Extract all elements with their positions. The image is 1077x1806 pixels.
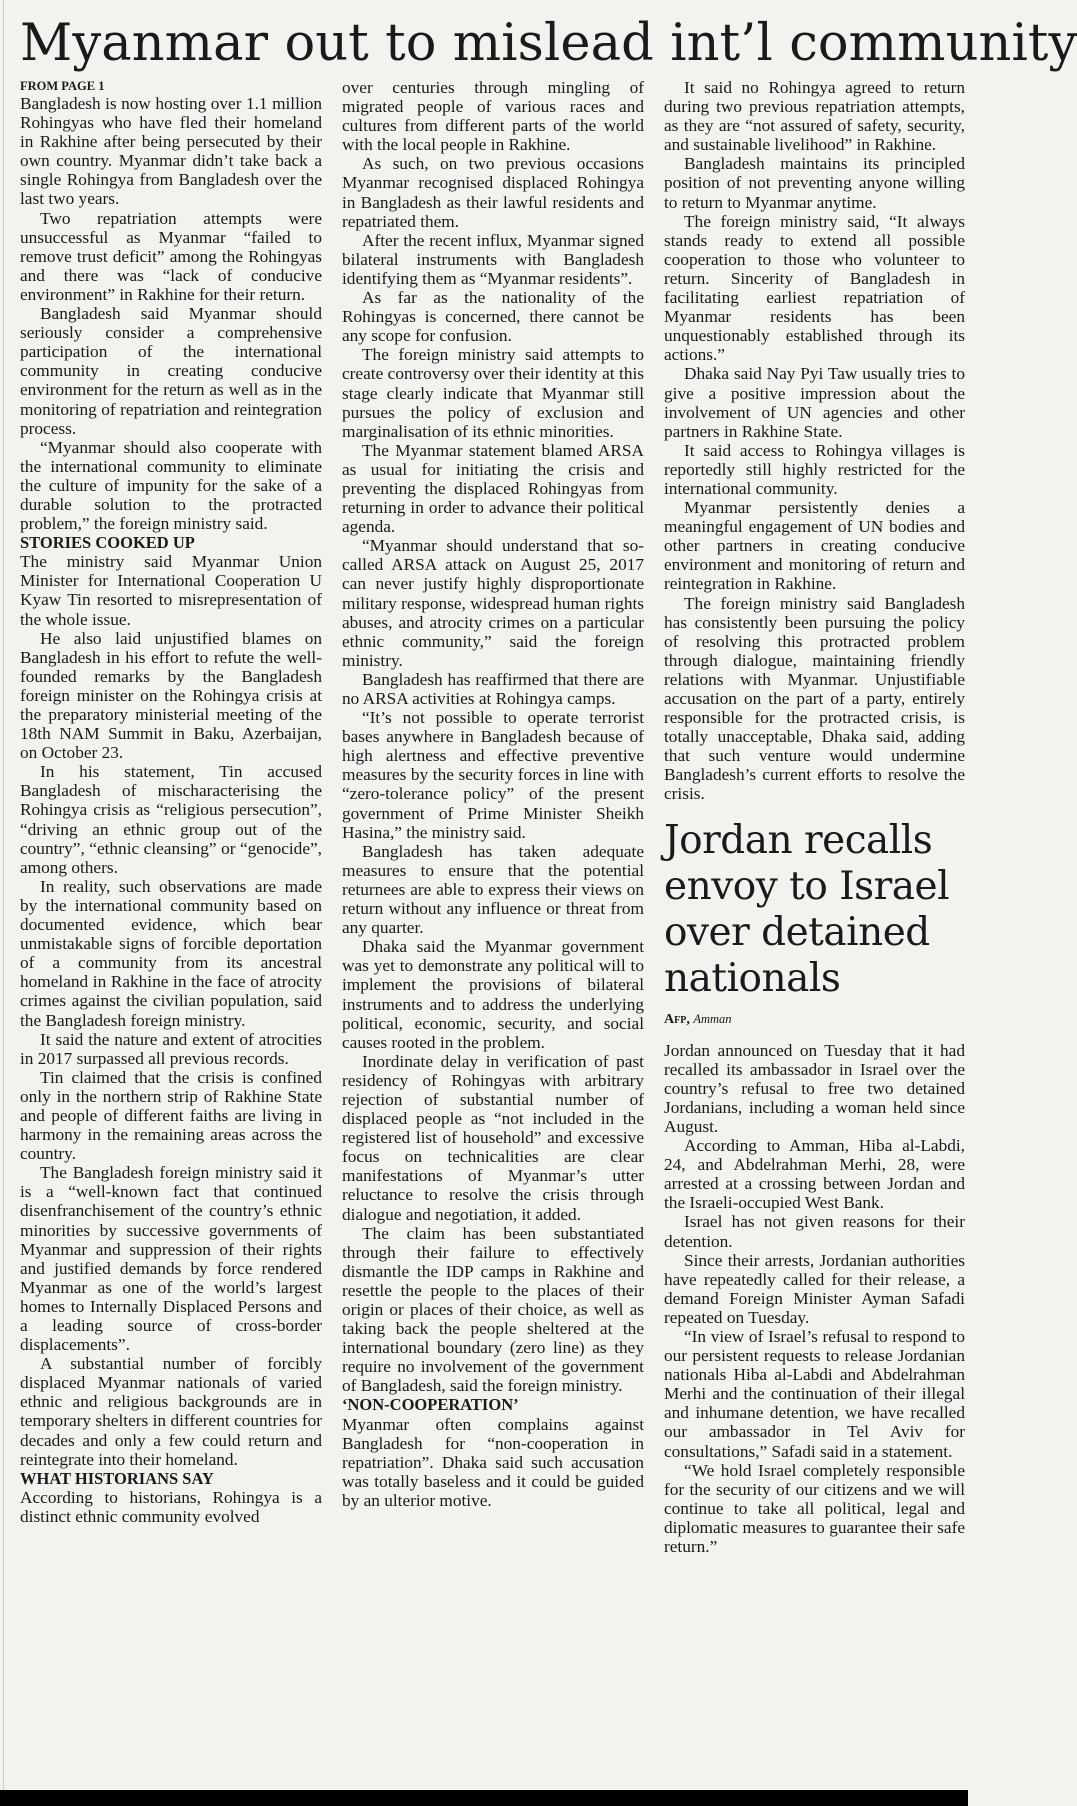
- paragraph: According to historians, Rohingya is a distinct ethnic community evolved: [20, 1487, 322, 1526]
- paragraph: “Myanmar should also cooperate with the international community to eliminate the culture of impunity for the sake of a durable solution to the protracted problem,” the foreign ministry said.: [20, 437, 322, 534]
- subhead-stories-cooked-up: STORIES COOKED UP: [20, 533, 195, 553]
- paragraph: The Bangladesh foreign ministry said it is a “well-known fact that continued disenfranchisement of the country’s ethnic minorities by successive governments of Myanmar and suppression of their rights and justified demands by force rendered Myanmar as one of the world’s largest homes to Internally Displaced Persons and a leading source of cross-border displacements”.: [20, 1163, 322, 1355]
- paragraph: As far as the nationality of the Rohingyas is concerned, there cannot be any scope for confusion.: [342, 288, 644, 346]
- paragraph: It said the nature and extent of atrocities in 2017 surpassed all previous records.: [20, 1029, 322, 1068]
- bottom-edge-bar: [0, 1790, 968, 1806]
- page-margin-rule: [3, 0, 4, 1790]
- main-headline: Myanmar out to mislead int’l community: [20, 14, 1077, 73]
- paragraph: “We hold Israel completely responsible for the security of our citizens and we will continue to take all political, legal and diplomatic measures to guarantee their safe return.”: [664, 1460, 965, 1556]
- secondary-headline: Jordan recalls envoy to Israel over detained nationals: [664, 817, 950, 1001]
- paragraph: Bangladesh has taken adequate measures to ensure that the potential returnees are able to express their views on return without any influence or threat from any quarter.: [342, 841, 644, 938]
- paragraph: As such, on two previous occasions Myanmar recognised displaced Rohingya in Bangladesh as their lawful residents and repatriated them.: [342, 154, 644, 231]
- paragraph: Dhaka said Nay Pyi Taw usually tries to give a positive impression about the involvement of UN agencies and other partners in Rakhine State.: [664, 364, 965, 441]
- paragraph: He also laid unjustified blames on Bangladesh in his effort to refute the well-founded remarks by the Bangladesh foreign minister on the Rohingya crisis at the preparatory ministerial meeting of the 18th NAM Summit in Baku, Azerbaijan, on October 23.: [20, 628, 322, 763]
- paragraph: The claim has been substantiated through their failure to effectively dismantle the IDP camps in Rakhine and resettle the people to the places of their origin or places of their choice, as well as taking back the people sheltered at the international boundary (zero line) as they require no involvement of the government of Bangladesh, said the foreign ministry.: [342, 1223, 644, 1396]
- paragraph: Israel has not given reasons for their detention.: [664, 1212, 965, 1251]
- byline: [664, 1010, 965, 1029]
- paragraph: The foreign ministry said attempts to create controversy over their identity at this stage clearly indicate that Myanmar still pursues the policy of exclusion and marginalisation of its ethnic minorities.: [342, 345, 644, 441]
- paragraph: A substantial number of forcibly displaced Myanmar nationals of varied ethnic and religious backgrounds are in temporary shelters in different countries for decades and only a few could return and reintegrate into their homeland.: [20, 1354, 322, 1469]
- paragraph: Inordinate delay in verification of past residency of Rohingyas with arbitrary rejection of substantial number of displaced people as “not included in the registered list of household” and excessive focus on technicalities are clear manifestations of Myanmar’s utter reluctance to resolve the crisis through dialogue and negotiation, it added.: [342, 1051, 644, 1224]
- paragraph: “Myanmar should understand that so-called ARSA attack on August 25, 2017 can never justify highly disproportionate military response, widespread human rights abuses, and atrocity crimes on a particular ethnic community,” said the foreign ministry.: [342, 536, 644, 670]
- paragraph: “In view of Israel’s refusal to respond to our persistent requests to release Jordanian nationals Hiba al-Labdi and Abdelrahman Merhi and the continuation of their illegal and inhumane detention, we have recalled our ambassador in Tel Aviv for consultations,” Safadi said in a statement.: [664, 1326, 965, 1461]
- paragraph: Bangladesh is now hosting over 1.1 million Rohingyas who have fled their homeland in Rakhine after being persecuted by their own country. Myanmar didn’t take back a single Rohingya from Bangladesh over the last two years.: [20, 94, 322, 209]
- paragraph: Myanmar persistently denies a meaningful engagement of UN bodies and other partners in creating conducive environment and monitoring of return and reintegration in Rakhine.: [664, 498, 965, 594]
- subhead-non-cooperation: ‘NON-COOPERATION’: [342, 1395, 519, 1415]
- paragraph: Myanmar often complains against Bangladesh for “non-cooperation in repatriation”. Dhaka said such accusation was totally baseless and it could be guided by an ulterior motive.: [342, 1414, 644, 1510]
- paragraph: It said access to Rohingya villages is reportedly still highly restricted for the international community.: [664, 440, 965, 498]
- paragraph: The foreign ministry said Bangladesh has consistently been pursuing the policy of resolving this protracted problem through dialogue, maintaining friendly relations with Myanmar. Unjustifiable accusation on the part of a party, entirely responsible for the protracted crisis, is totally unacceptable, Dhaka said, adding that such venture would undermine Bangladesh’s current efforts to resolve the crisis.: [664, 593, 965, 804]
- paragraph: After the recent influx, Myanmar signed bilateral instruments with Bangladesh identifying them as “Myanmar residents”.: [342, 230, 644, 288]
- column-1: [20, 78, 322, 1526]
- paragraph: Dhaka said the Myanmar government was yet to demonstrate any political will to implement the provisions of bilateral instruments and to address the underlying political, economic, security, and social causes rooted in the problem.: [342, 937, 644, 1052]
- paragraph: Jordan announced on Tuesday that it had recalled its ambassador in Israel over the country’s refusal to free two detained Jordanians, including a woman held since August.: [664, 1040, 965, 1136]
- paragraph: Bangladesh has reaffirmed that there are no ARSA activities at Rohingya camps.: [342, 669, 644, 708]
- paragraph: Two repatriation attempts were unsuccessful as Myanmar “failed to remove trust deficit” among the Rohingyas and there was “lack of conducive environment” in Rakhine for their return.: [20, 208, 322, 304]
- paragraph: Since their arrests, Jordanian authorities have repeatedly called for their release, a demand Foreign Minister Ayman Safadi repeated on Tuesday.: [664, 1250, 965, 1327]
- column-3: [664, 78, 965, 1556]
- paragraph: Bangladesh said Myanmar should seriously consider a comprehensive participation of the international community in creating conducive environment for the return as well as in the monitoring of repatriation and reintegration process.: [20, 304, 322, 438]
- paragraph: The Myanmar statement blamed ARSA as usual for initiating the crisis and preventing the displaced Rohingyas from returning in order to advance their political agenda.: [342, 440, 644, 537]
- paragraph: “It’s not possible to operate terrorist bases anywhere in Bangladesh because of high alertness and effective preventive measures by the security forces in line with “zero-tolerance policy” of the present government of Prime Minister Sheikh Hasina,” the ministry said.: [342, 708, 644, 842]
- kicker-from-page-1: FROM PAGE 1: [20, 79, 105, 93]
- subhead-what-historians-say: WHAT HISTORIANS SAY: [20, 1468, 214, 1488]
- paragraph: In reality, such observations are made by the international community based on documented evidence, which bear unmistakable signs of forcible deportation of a community from its ancestral homeland in Rakhine in the face of atrocity crimes against the civilian population, said the Bangladesh foreign ministry.: [20, 876, 322, 1030]
- paragraph: The ministry said Myanmar Union Minister for International Cooperation U Kyaw Tin resorted to misrepresentation of the whole issue.: [20, 552, 322, 629]
- paragraph: According to Amman, Hiba al-Labdi, 24, and Abdelrahman Merhi, 28, were arrested at a crossing between Jordan and the Israeli-occupied West Bank.: [664, 1136, 965, 1213]
- paragraph: over centuries through mingling of migrated people of various races and cultures from different parts of the world with the local people in Rakhine.: [342, 78, 644, 155]
- paragraph: Bangladesh maintains its principled position of not preventing anyone willing to return to Myanmar anytime.: [664, 154, 965, 212]
- paragraph: The foreign ministry said, “It always stands ready to extend all possible cooperation to those who volunteer to return. Sincerity of Bangladesh in facilitating earliest repatriation of Myanmar residents has been unquestionably established through its actions.”: [664, 211, 965, 365]
- paragraph: In his statement, Tin accused Bangladesh of mischaracterising the Rohingya crisis as “religious persecution”, “driving an ethnic group out of the country”, “ethnic cleansing” or “genocide”, among others.: [20, 762, 322, 877]
- paragraph: It said no Rohingya agreed to return during two previous repatriation attempts, as they are “not assured of safety, security, and sustainable livelihood” in Rakhine.: [664, 78, 965, 155]
- byline-agency: Afp,: [664, 1011, 690, 1027]
- byline-place: Amman: [693, 1011, 732, 1026]
- column-2: [342, 78, 644, 1510]
- paragraph: Tin claimed that the crisis is confined only in the northern strip of Rakhine State and people of different faiths are living in harmony in the remaining areas across the country.: [20, 1067, 322, 1164]
